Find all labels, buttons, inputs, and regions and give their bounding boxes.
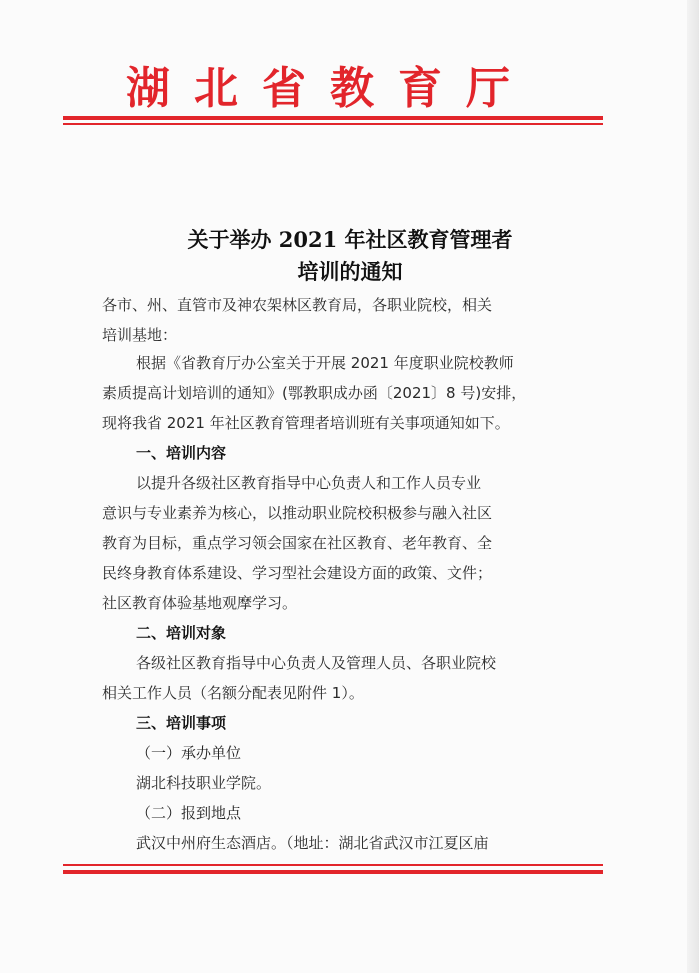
paragraph-line: 武汉中州府生态酒店。（地址：湖北省武汉市江夏区庙 (136, 834, 489, 852)
addressee-line-1: 各市、州、直管市及神农架林区教育局，各职业院校，相关 (102, 296, 493, 314)
paragraph-line: 湖北科技职业学院。 (136, 774, 272, 792)
footer-rule-thick (63, 870, 603, 874)
section-heading-1: 一、培训内容 (136, 444, 227, 462)
letterhead-rule-thin (63, 123, 603, 125)
document-title-line-1: 关于举办 2021 年社区教育管理者 (187, 227, 513, 252)
footer-rule-thin (63, 864, 603, 866)
addressee-line-2: 培训基地： (102, 326, 178, 344)
paragraph-line: 教育为目标，重点学习领会国家在社区教育、老年教育、全 (102, 534, 493, 552)
paragraph-line: 素质提高计划培训的通知》(鄂教职成办函〔2021〕8 号)安排， (102, 384, 527, 402)
subsection-heading-1: （一）承办单位 (136, 744, 242, 762)
paragraph-line: 民终身教育体系建设、学习型社会建设方面的政策、文件； (102, 564, 493, 582)
paragraph-line: 以提升各级社区教育指导中心负责人和工作人员专业 (136, 474, 482, 492)
paragraph-line: 相关工作人员（名额分配表见附件 1）。 (102, 684, 364, 702)
subsection-heading-2: （二）报到地点 (136, 804, 242, 822)
paragraph-line: 社区教育体验基地观摩学习。 (102, 594, 298, 612)
page-edge-shadow (687, 0, 699, 973)
section-heading-3: 三、培训事项 (136, 714, 227, 732)
paragraph-line: 根据《省教育厅办公室关于开展 2021 年度职业院校教师 (136, 354, 514, 372)
paragraph-line: 意识与专业素养为核心，以推动职业院校积极参与融入社区 (102, 504, 493, 522)
paragraph-line: 各级社区教育指导中心负责人及管理人员、各职业院校 (136, 654, 497, 672)
document-title-line-2: 培训的通知 (297, 259, 403, 284)
letterhead-rule-thick (63, 116, 603, 120)
letterhead-title: 湖北省教育厅 (126, 63, 534, 114)
paragraph-line: 现将我省 2021 年社区教育管理者培训班有关事项通知如下。 (102, 414, 510, 432)
section-heading-2: 二、培训对象 (136, 624, 227, 642)
